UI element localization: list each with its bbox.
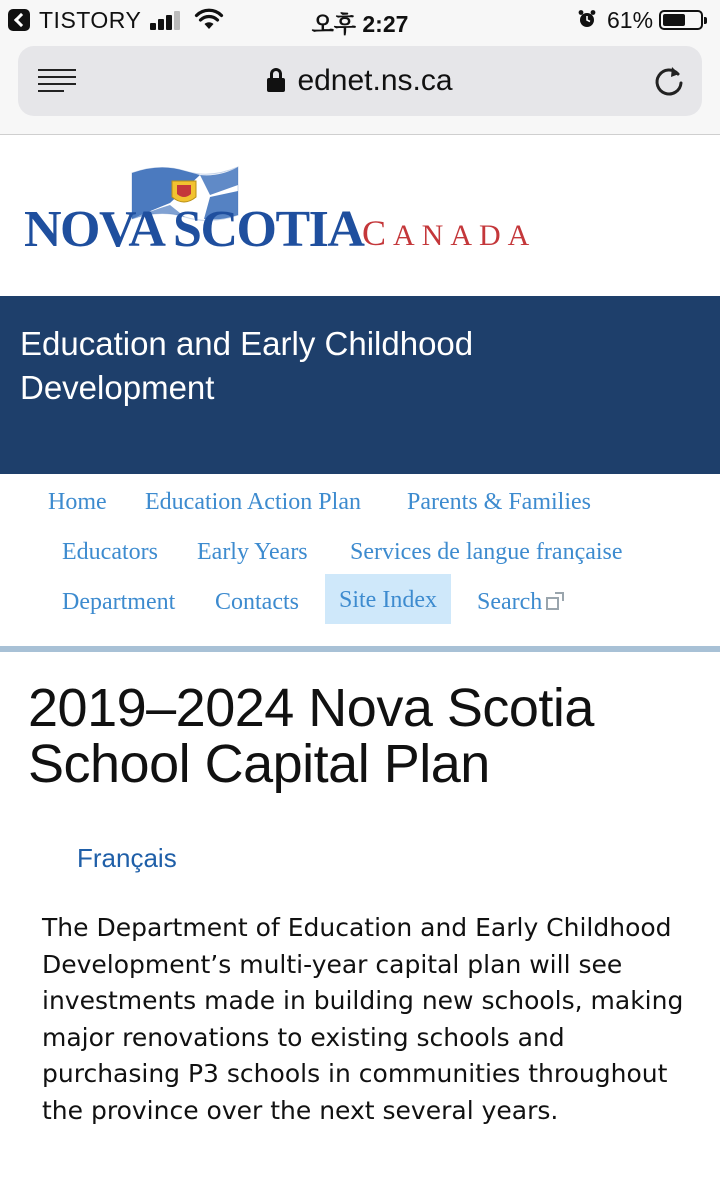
logo-canada-initial: C bbox=[362, 213, 394, 253]
page-title bbox=[28, 680, 708, 792]
nav-contacts[interactable]: Contacts bbox=[215, 589, 299, 615]
intro-paragraph: The Department of Education and Early Childhood Development’s multi-year capital plan will see investments made in building new schools, making major renovations to existing schools and purchasing P3 schools in communities throughout the province over the next several years. bbox=[42, 913, 684, 1125]
nav-search[interactable] bbox=[477, 576, 564, 626]
nav-divider bbox=[0, 646, 720, 652]
lock-icon bbox=[267, 68, 285, 92]
site-header-logo[interactable] bbox=[0, 136, 720, 296]
nav-search-label: Search bbox=[477, 589, 543, 615]
nav-education-action-plan[interactable]: Education Action Plan bbox=[145, 489, 361, 515]
nav-early-years[interactable]: Early Years bbox=[197, 539, 308, 565]
nav-department[interactable]: Department bbox=[62, 589, 176, 615]
nav-site-index[interactable]: Site Index bbox=[325, 574, 451, 624]
main-navigation bbox=[0, 474, 720, 646]
address-bar[interactable] bbox=[18, 46, 702, 116]
francais-link[interactable]: Français bbox=[77, 843, 177, 873]
external-link-icon bbox=[546, 592, 564, 610]
url-display[interactable] bbox=[18, 64, 702, 98]
back-to-app-label[interactable]: TISTORY bbox=[39, 7, 142, 33]
battery-icon bbox=[659, 10, 703, 30]
battery-percent: 61% bbox=[607, 7, 654, 33]
url-text: ednet.ns.ca bbox=[297, 64, 453, 97]
nav-educators[interactable]: Educators bbox=[62, 539, 158, 565]
browser-toolbar bbox=[0, 40, 720, 135]
nav-home[interactable]: Home bbox=[48, 489, 107, 515]
page-title-line-1: 2019–2024 Nova Scotia bbox=[28, 678, 594, 738]
department-banner bbox=[0, 296, 720, 474]
reload-icon[interactable] bbox=[652, 64, 686, 98]
alarm-icon bbox=[577, 9, 597, 29]
page-title-line-2: School Capital Plan bbox=[28, 734, 490, 794]
logo-nova-scotia-text: NOVA SCOTIA bbox=[24, 201, 364, 258]
logo-canada-rest: ANADA bbox=[393, 219, 537, 252]
status-bar bbox=[0, 0, 720, 40]
clock: 오후 2:27 bbox=[311, 11, 409, 37]
battery-fill bbox=[663, 14, 685, 26]
department-title[interactable]: Education and Early Childhood Development bbox=[20, 325, 474, 406]
nav-parents-families[interactable]: Parents & Families bbox=[407, 489, 591, 515]
logo-canada-text bbox=[362, 212, 536, 254]
nav-services-langue-francaise[interactable]: Services de langue française bbox=[350, 539, 623, 565]
